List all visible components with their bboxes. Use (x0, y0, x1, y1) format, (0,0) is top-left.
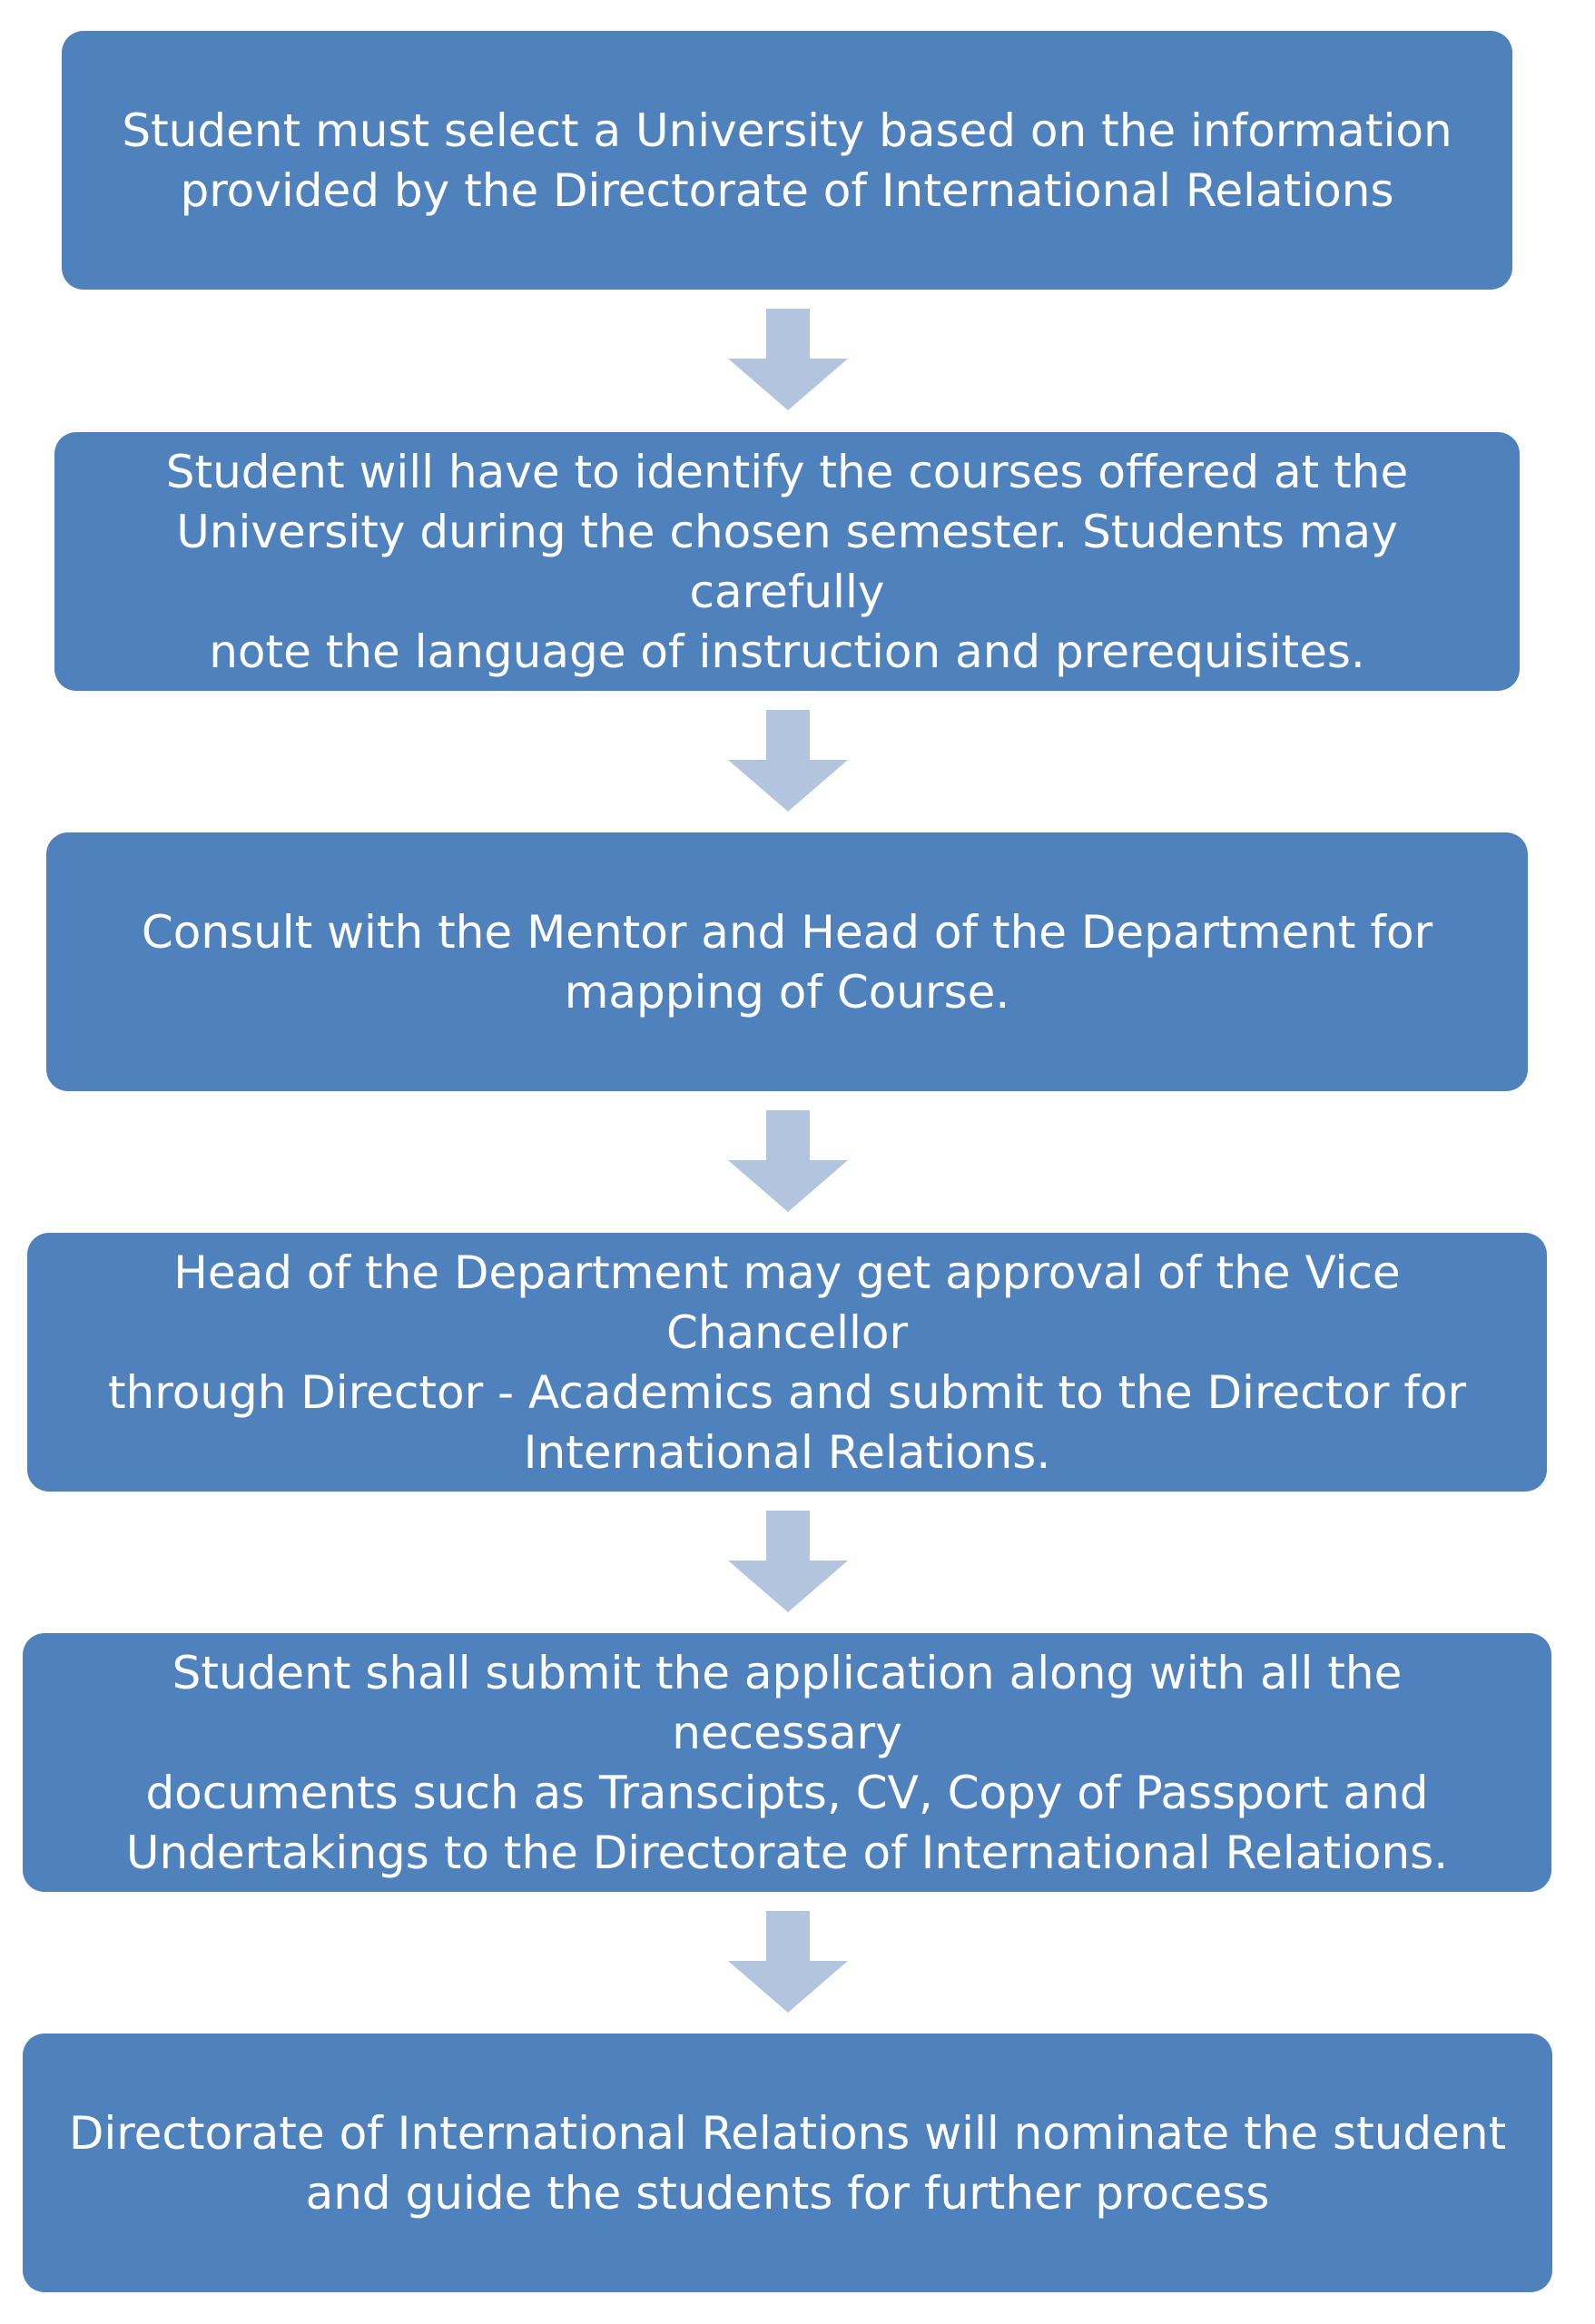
flow-step-6 (23, 2034, 1552, 2292)
down-arrow-icon (728, 1911, 848, 2013)
flow-step-3 (46, 832, 1528, 1091)
flow-step-5-text: Student shall submit the application along with all the necessary documents such as Transcipts, CV, Copy of Passport and Undertakings to the Directorate of International Relations. (125, 1646, 1449, 1879)
flow-step-4 (27, 1233, 1547, 1492)
flow-step-6-text: Directorate of International Relations will nominate the student and guide the students for further process (68, 2106, 1507, 2220)
down-arrow-icon (728, 1511, 848, 1612)
flow-step-1-text: Student must select a University based on the information provided by the Directorate of International Relations (122, 103, 1452, 217)
flow-step-1 (62, 31, 1512, 290)
flow-step-4-text: Head of the Department may get approval of the Vice Chancellor through Director - Academics and submit to the Director for International Relations. (107, 1246, 1467, 1479)
down-arrow-icon (728, 1110, 848, 1212)
down-arrow-icon (728, 309, 848, 410)
flow-step-3-text: Consult with the Mentor and Head of the Department for mapping of Course. (141, 905, 1433, 1019)
down-arrow-icon (728, 710, 848, 812)
flow-step-2 (54, 432, 1520, 691)
flow-step-2-text: Student will have to identify the courses offered at the University during the chosen semester. Students may carefully note the language of instruction and prerequisites. (165, 445, 1409, 678)
flow-step-5 (23, 1633, 1551, 1892)
